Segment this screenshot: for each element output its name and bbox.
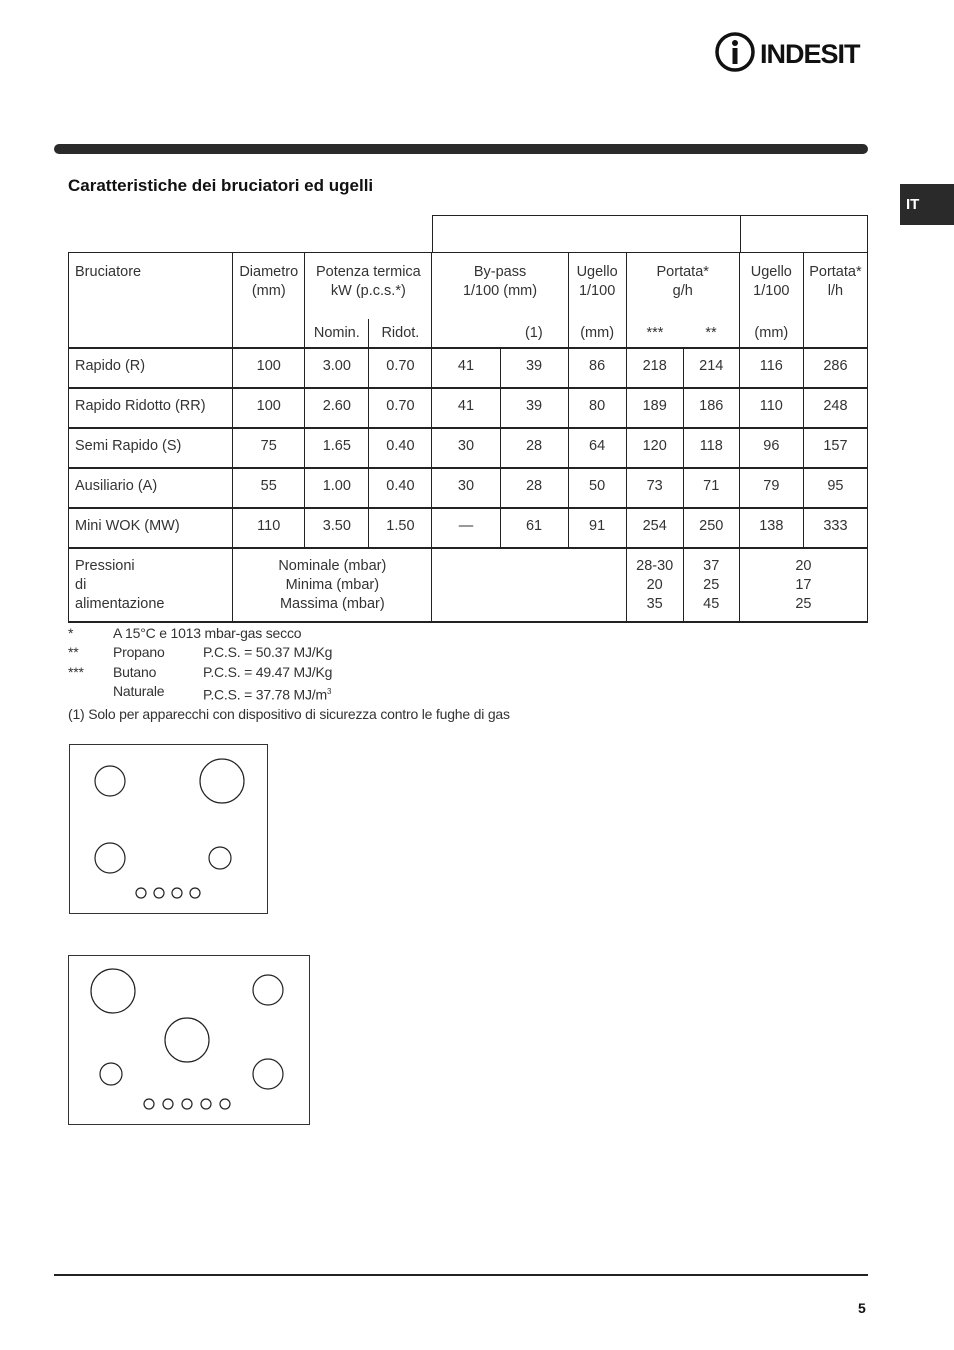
header-nozzle-natural: Ugello 1/100	[739, 253, 803, 320]
flow-propane-cell: 214	[683, 348, 739, 388]
nominal-power-cell: 3.50	[305, 508, 369, 548]
header-burner: Bruciatore	[69, 253, 233, 349]
hob-diagram-4-burners	[69, 744, 268, 914]
bypass-1-cell: 28	[500, 468, 568, 508]
pressure-propane: 37 25 45	[683, 548, 739, 622]
burner-name: Rapido (R)	[69, 348, 233, 388]
hob-layout-icon	[70, 745, 267, 913]
nozzle-lpg-cell: 50	[568, 468, 626, 508]
natural-group-header	[740, 215, 868, 252]
bypass-cell: 30	[432, 428, 500, 468]
burner-name: Mini WOK (MW)	[69, 508, 233, 548]
table-row	[69, 348, 868, 388]
pressure-natural: 20 17 25	[739, 548, 867, 622]
header-flow-lpg: Portata* g/h	[626, 253, 739, 320]
reduced-power-cell: 1.50	[369, 508, 432, 548]
header-nozzle-natural-mm: (mm)	[739, 319, 803, 348]
nozzle-natural-cell: 116	[739, 348, 803, 388]
reduced-power-cell: 0.70	[369, 348, 432, 388]
knob-icon	[136, 888, 146, 898]
flow-butane-cell: 73	[626, 468, 683, 508]
brand-logo	[714, 30, 874, 76]
header-nominal: Nomin.	[305, 319, 369, 348]
knob-icon	[163, 1099, 173, 1109]
footnote: * A 15°C e 1013 mbar-gas secco	[68, 625, 302, 641]
burner-table	[68, 252, 868, 623]
table-row	[69, 388, 868, 428]
footnote: ** Propano P.C.S. = 50.37 MJ/Kg	[68, 644, 333, 661]
reduced-power-cell: 0.40	[369, 468, 432, 508]
nozzle-natural-cell: 79	[739, 468, 803, 508]
flow-butane-cell: 189	[626, 388, 683, 428]
burner-icon	[209, 847, 231, 869]
pressure-blank	[432, 548, 626, 622]
burner-icon	[91, 969, 135, 1013]
header-diameter: Diametro (mm)	[233, 253, 305, 349]
header-nozzle-lpg: Ugello 1/100	[568, 253, 626, 320]
header-power: Potenza termica kW (p.c.s.*)	[305, 253, 432, 320]
nozzle-natural-cell: 138	[739, 508, 803, 548]
table-row	[69, 508, 868, 548]
flow-natural-cell: 95	[803, 468, 867, 508]
pressure-label: Pressioni di alimentazione	[69, 548, 233, 622]
flow-butane-cell: 254	[626, 508, 683, 548]
nominal-power-cell: 3.00	[305, 348, 369, 388]
nozzle-lpg-cell: 86	[568, 348, 626, 388]
nozzle-natural-cell: 96	[739, 428, 803, 468]
burner-name: Rapido Ridotto (RR)	[69, 388, 233, 428]
flow-propane-cell: 250	[683, 508, 739, 548]
diameter-cell: 75	[233, 428, 305, 468]
footnote: *** Butano P.C.S. = 49.47 MJ/Kg	[68, 663, 333, 680]
svg-text:INDESIT: INDESIT	[760, 39, 860, 69]
lpg-group-header	[432, 215, 741, 252]
flow-propane-cell: 71	[683, 468, 739, 508]
bypass-cell: —	[432, 508, 500, 548]
section-title: Caratteristiche dei bruciatori ed ugelli	[68, 176, 374, 195]
footnotes	[68, 624, 510, 725]
reduced-power-cell: 0.40	[369, 428, 432, 468]
flow-propane-cell: 186	[683, 388, 739, 428]
knob-icon	[182, 1099, 192, 1109]
table-row	[69, 428, 868, 468]
hob-layout-icon	[69, 956, 309, 1124]
burner-icon	[253, 975, 283, 1005]
burner-icon	[95, 766, 125, 796]
reduced-power-cell: 0.70	[369, 388, 432, 428]
footnote: Naturale P.C.S. = 37.78 $MJ/m^3$	[113, 683, 332, 703]
diameter-cell: 100	[233, 388, 305, 428]
diameter-cell: 100	[233, 348, 305, 388]
diameter-cell: 55	[233, 468, 305, 508]
indesit-logo-icon	[714, 30, 874, 76]
footer-rule	[54, 1274, 868, 1276]
bypass-1-cell: 61	[500, 508, 568, 548]
bypass-1-cell: 28	[500, 428, 568, 468]
nominal-power-cell: 1.65	[305, 428, 369, 468]
flow-butane-cell: 218	[626, 348, 683, 388]
nominal-power-cell: 1.00	[305, 468, 369, 508]
table-row	[69, 468, 868, 508]
bypass-cell: 30	[432, 468, 500, 508]
pressure-butane: 28-30 20 35	[626, 548, 683, 622]
language-tab: IT	[900, 184, 954, 225]
flow-natural-cell: 157	[803, 428, 867, 468]
knob-icon	[190, 888, 200, 898]
table-header-row	[69, 253, 868, 320]
burner-icon	[100, 1063, 122, 1085]
header-bypass-blank	[432, 319, 500, 348]
header-flow-natural: Portata* l/h	[803, 253, 867, 349]
flow-natural-cell: 286	[803, 348, 867, 388]
page-number: 5	[858, 1300, 866, 1316]
burner-name: Semi Rapido (S)	[69, 428, 233, 468]
bypass-cell: 41	[432, 388, 500, 428]
nozzle-lpg-cell: 80	[568, 388, 626, 428]
bypass-1-cell: 39	[500, 388, 568, 428]
nozzle-natural-cell: 110	[739, 388, 803, 428]
burner-name: Ausiliario (A)	[69, 468, 233, 508]
header-butane-mark: ***	[626, 319, 683, 348]
pressure-types: Nominale (mbar) Minima (mbar) Massima (mbar)	[233, 548, 432, 622]
knob-icon	[154, 888, 164, 898]
header-bypass-note: (1)	[500, 319, 568, 348]
header-bypass: By-pass 1/100 (mm)	[432, 253, 568, 320]
bypass-1-cell: 39	[500, 348, 568, 388]
pressure-row	[69, 548, 868, 622]
knob-icon	[172, 888, 182, 898]
hob-diagram-5-burners	[68, 955, 310, 1125]
header-rule	[54, 144, 868, 154]
nozzle-lpg-cell: 64	[568, 428, 626, 468]
flow-natural-cell: 333	[803, 508, 867, 548]
knob-icon	[144, 1099, 154, 1109]
burner-icon	[95, 843, 125, 873]
header-reduced: Ridot.	[369, 319, 432, 348]
burner-icon	[165, 1018, 209, 1062]
knob-icon	[201, 1099, 211, 1109]
bypass-cell: 41	[432, 348, 500, 388]
flow-butane-cell: 120	[626, 428, 683, 468]
burner-icon	[200, 759, 244, 803]
flow-natural-cell: 248	[803, 388, 867, 428]
knob-icon	[220, 1099, 230, 1109]
nozzle-lpg-cell: 91	[568, 508, 626, 548]
footnote: (1) Solo per apparecchi con dispositivo di sicurezza contro le fughe di gas	[68, 706, 510, 723]
nominal-power-cell: 2.60	[305, 388, 369, 428]
burner-icon	[253, 1059, 283, 1089]
header-propane-mark: **	[683, 319, 739, 348]
diameter-cell: 110	[233, 508, 305, 548]
flow-propane-cell: 118	[683, 428, 739, 468]
header-nozzle-lpg-mm: (mm)	[568, 319, 626, 348]
